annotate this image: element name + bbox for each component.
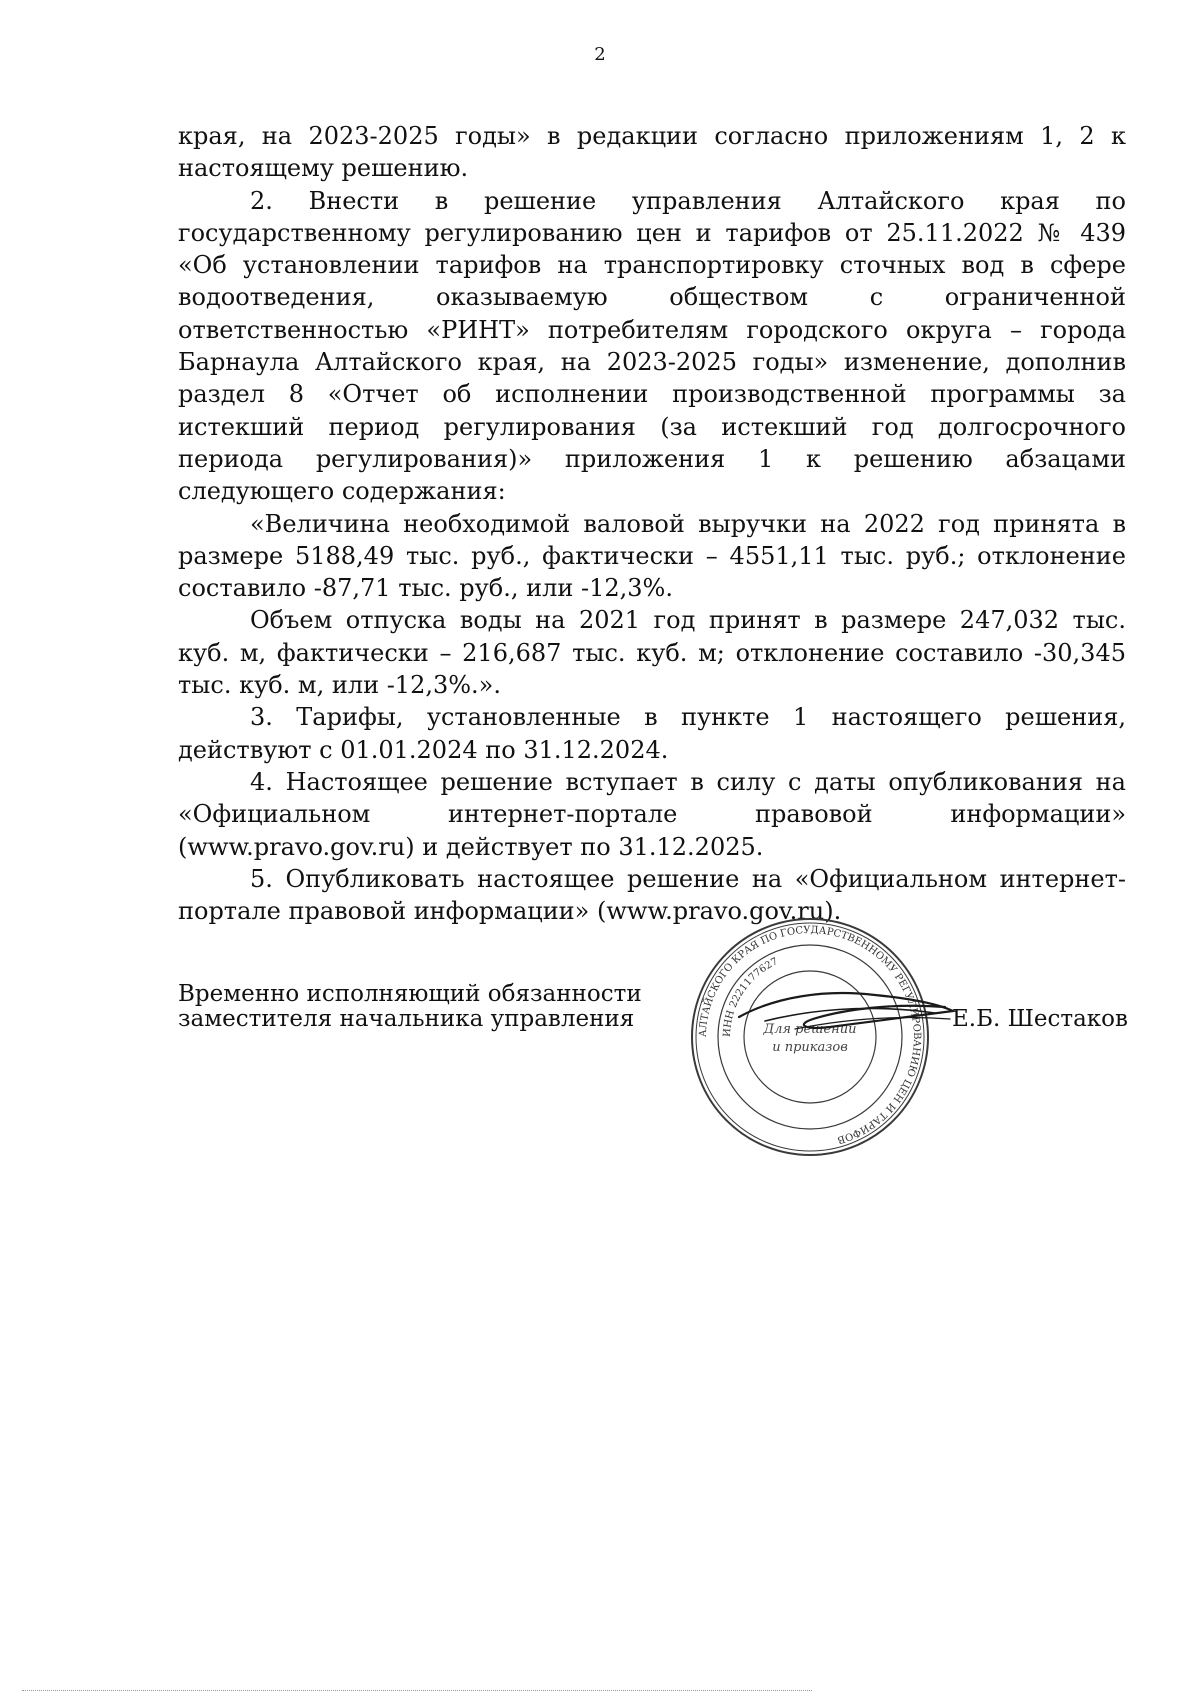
document-body	[178, 120, 1126, 927]
paragraph-item-3: 3. Тарифы, установленные в пункте 1 настоящего решения, действуют с 01.01.2024 по 31.12.2024.	[178, 703, 1126, 764]
signatory-position-line-2: заместителя начальника управления	[178, 1006, 635, 1032]
handwritten-signature	[735, 985, 960, 1041]
signer-name: Е.Б. Шестаков	[952, 1006, 1128, 1032]
paragraph-item-2: 2. Внести в решение управления Алтайского края по государственному регулированию цен и тарифов от 25.11.2022 № 439 «Об установлении тарифов на транспортировку сточных вод в сфере водоотведения, оказываемую обществом с ограниченной ответственностью «РИНТ» потребителям городского округа – города Барнаула Алтайского края, на 2023-2025 годы» изменение, дополнив раздел 8 «Отчет об исполнении производственной программы за истекший период регулирования (за истекший год долгосрочного периода регулирования)» приложения 1 к решению абзацами следующего содержания:	[178, 186, 1126, 506]
page-number: 2	[594, 44, 606, 65]
signatory-position	[178, 982, 642, 1032]
paragraph-water-volume: Объем отпуска воды на 2021 год принят в размере 247,032 тыс. куб. м, фактически – 216,687 тыс. куб. м; отклонение составило -30,345 тыс. куб. м, или -12,3%.».	[178, 606, 1126, 700]
scan-edge-line	[22, 1690, 812, 1691]
signatory-position-line-1: Временно исполняющий обязанности	[178, 981, 642, 1007]
paragraph-item-5: 5. Опубликовать настоящее решение на «Официальном интернет-портале правовой информации» (www.pravo.gov.ru).	[178, 864, 1126, 926]
paragraph-item-4: 4. Настоящее решение вступает в силу с даты опубликования на «Официальном интернет-портале правовой информации» (www.pravo.gov.ru) и действует по 31.12.2025.	[178, 767, 1126, 861]
stamp-center-line-1: Для решений	[763, 1022, 857, 1037]
paragraph-revenue: «Величина необходимой валовой выручки на 2022 год принята в размере 5188,49 тыс. руб., фактически – 4551,11 тыс. руб.; отклонение составило -87,71 тыс. руб., или -12,3%.	[178, 509, 1126, 603]
stamp-outer-text: АЛТАЙСКОГО КРАЯ ПО ГОСУДАРСТВЕННОМУ РЕГУЛИРОВАНИЮ ЦЕН И ТАРИФОВ	[697, 924, 923, 1146]
stamp-inner-text: ИНН 2221177627	[721, 956, 780, 1038]
stamp-center-line-2: и приказов	[772, 1040, 848, 1055]
paragraph-continuation: края, на 2023-2025 годы» в редакции согласно приложениям 1, 2 к настоящему решению.	[178, 122, 1126, 183]
